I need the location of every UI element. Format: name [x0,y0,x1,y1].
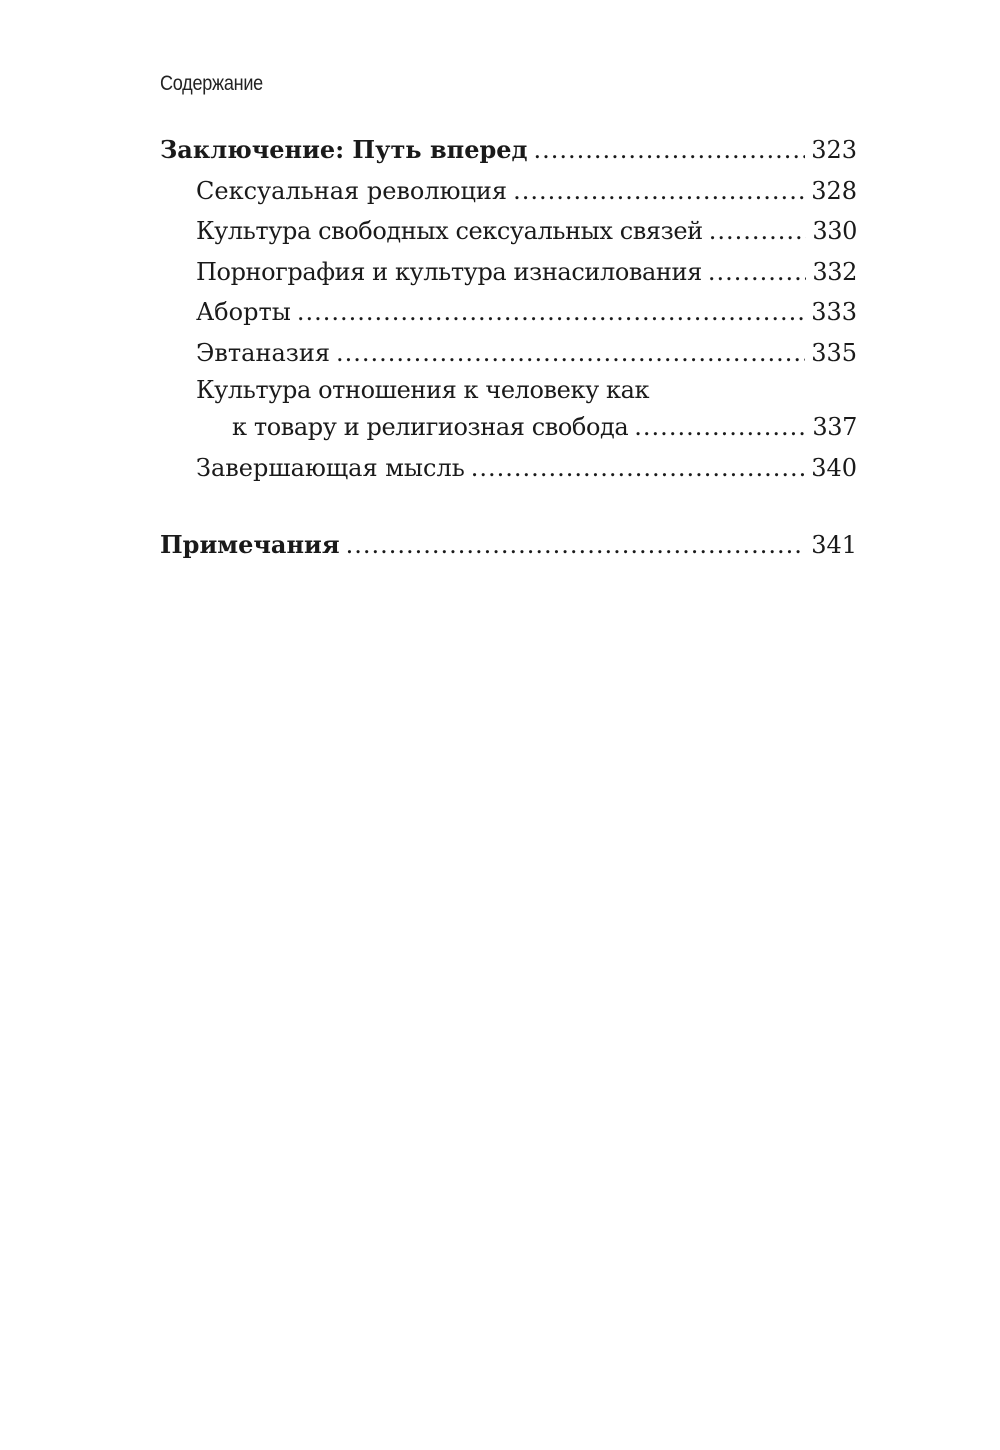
toc-section-entry[interactable] [160,252,857,293]
dot-leader [634,407,806,448]
toc-entry-title: Примечания [160,530,340,559]
dot-leader [513,171,805,212]
toc-section-entry[interactable] [160,211,857,252]
toc-entry-page: 323 [811,136,857,164]
toc-notes-entry[interactable] [160,525,857,566]
toc-entry-page: 341 [811,531,857,559]
dot-leader [471,448,805,489]
toc-section-entry[interactable] [160,448,857,489]
toc-entry-title: Заключение: Путь вперед [160,135,528,164]
toc-entry-title-line1: Культура отношения к человеку как [196,376,650,404]
toc-entry-page: 335 [811,338,857,367]
dot-leader [709,211,807,252]
toc-entry-title-line2-row [196,407,857,448]
toc-section-entry[interactable] [160,333,857,374]
dot-leader [336,333,805,374]
dot-leader [346,525,806,566]
toc-entry-title: Порнография и культура изнасилования [196,257,702,286]
toc-entry-page: 332 [812,257,857,286]
toc-entry-title: Аборты [196,298,291,326]
toc-chapter-entry[interactable] [160,130,857,171]
toc-section-entry-multiline[interactable] [160,373,857,448]
spacer [160,488,857,525]
toc-entry-title: Эвтаназия [196,338,330,367]
toc-entry-page: 340 [811,453,857,482]
toc-section-entry[interactable] [160,171,857,212]
toc-entry-title-line2: к товару и религиозная свобода [232,413,629,441]
toc-entry-page: 330 [812,217,857,245]
running-head: Содержание [160,72,263,95]
toc-entry-title: Завершающая мысль [196,453,465,482]
toc-entry-title: Сексуальная революция [196,176,508,205]
dot-leader [534,130,806,171]
toc-entry-page: 328 [811,176,857,205]
table-of-contents [160,130,857,566]
toc-section-entry[interactable] [160,292,857,333]
toc-entry-page: 337 [812,413,857,441]
toc-entry-title: Культура свободных сексуальных связей [196,217,703,245]
toc-entry-page: 333 [811,298,857,326]
dot-leader [297,292,805,333]
dot-leader [708,252,807,293]
